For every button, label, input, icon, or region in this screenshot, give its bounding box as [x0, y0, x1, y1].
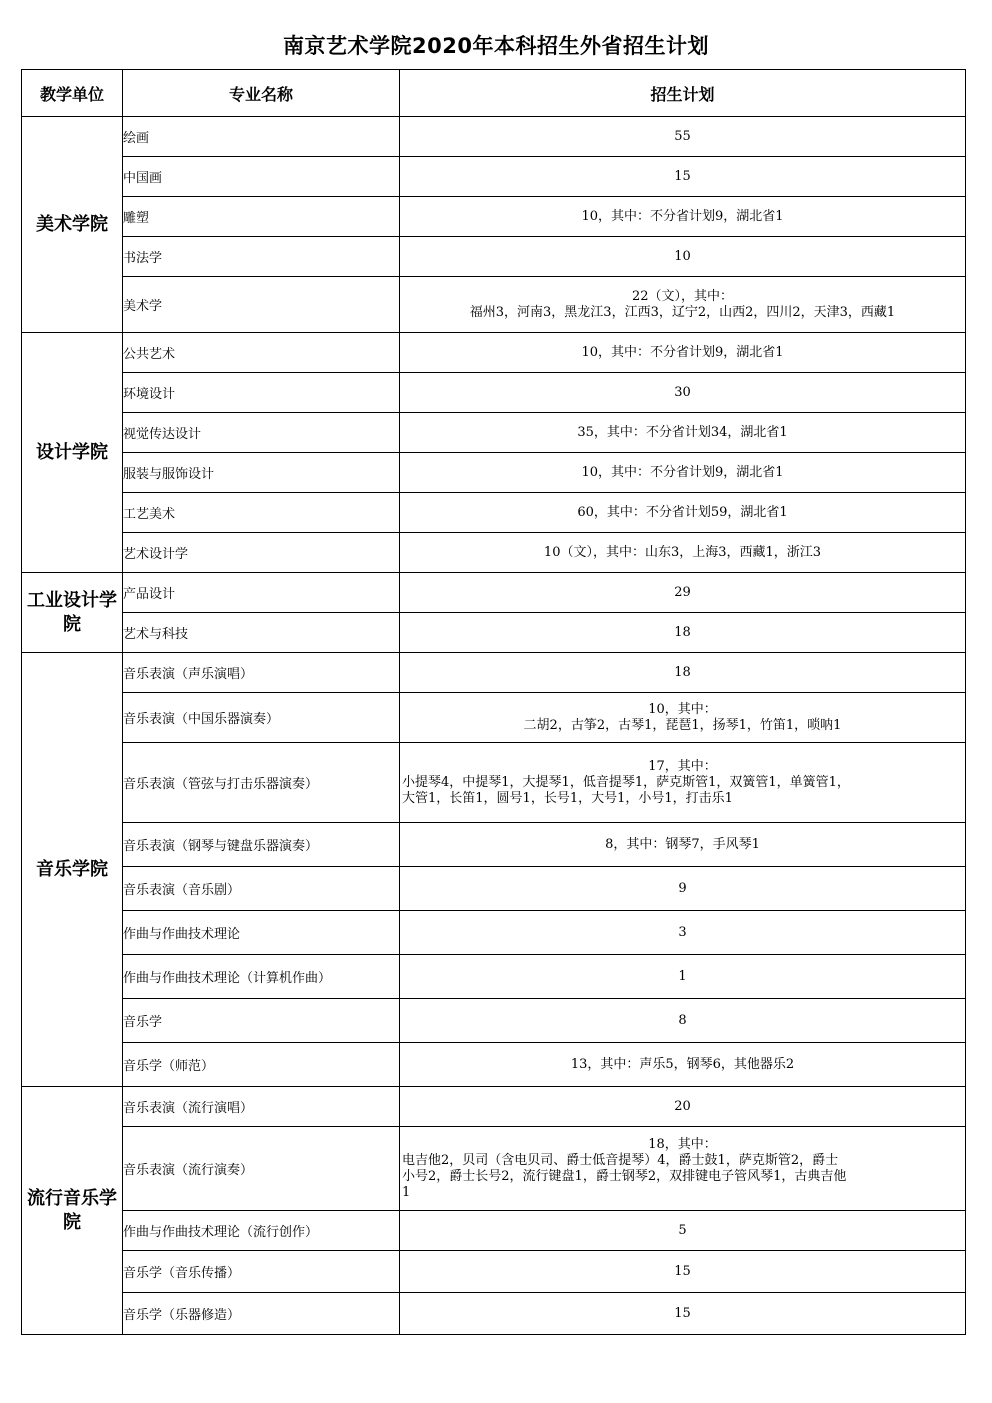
enrollment-plan-cell — [400, 573, 966, 613]
enrollment-plan-cell — [400, 453, 966, 493]
major-name-cell: 音乐学（音乐传播） — [123, 1251, 400, 1293]
major-name-cell: 雕塑 — [123, 197, 400, 237]
table-row — [22, 453, 966, 493]
major-name-cell: 艺术设计学 — [123, 533, 400, 573]
major-name-cell: 作曲与作曲技术理论（计算机作曲） — [123, 955, 400, 999]
table-row — [22, 333, 966, 373]
major-name-cell: 作曲与作曲技术理论 — [123, 911, 400, 955]
major-name-cell: 工艺美术 — [123, 493, 400, 533]
plan-line: 5 — [678, 1222, 687, 1238]
enrollment-plan-cell — [400, 1293, 966, 1335]
major-name-cell: 视觉传达设计 — [123, 413, 400, 453]
plan-line: 60，其中：不分省计划59，湖北省1 — [577, 504, 788, 520]
enrollment-plan-cell — [400, 237, 966, 277]
plan-line: 13，其中：声乐5，钢琴6，其他器乐2 — [570, 1056, 795, 1072]
enrollment-plan-cell — [400, 653, 966, 693]
enrollment-plan-cell — [400, 1211, 966, 1251]
major-name-cell: 绘画 — [123, 117, 400, 157]
major-name-cell: 公共艺术 — [123, 333, 400, 373]
enrollment-plan-cell — [400, 1043, 966, 1087]
plan-line: 8 — [678, 1012, 687, 1028]
table-row — [22, 237, 966, 277]
enrollment-plan-cell — [400, 533, 966, 573]
major-name-cell: 音乐表演（管弦与打击乐器演奏） — [123, 743, 400, 823]
table-row — [22, 653, 966, 693]
major-name-cell: 中国画 — [123, 157, 400, 197]
plan-line: 20 — [674, 1098, 691, 1114]
enrollment-plan-cell — [400, 493, 966, 533]
enrollment-plan-cell — [400, 955, 966, 999]
enrollment-plan-cell — [400, 743, 966, 823]
plan-line: 10（文），其中：山东3，上海3，西藏1，浙江3 — [543, 544, 822, 560]
enrollment-plan-cell — [400, 911, 966, 955]
plan-line: 福州3，河南3，黑龙江3，江西3，辽宁2，山西2，四川2，天津3，西藏1 — [469, 304, 896, 320]
teaching-unit-cell: 音乐学院 — [22, 653, 123, 1087]
plan-line: 1 — [678, 968, 687, 984]
major-name-cell: 音乐表演（流行演唱） — [123, 1087, 400, 1127]
enrollment-plan-cell — [400, 333, 966, 373]
table-row — [22, 743, 966, 823]
major-name-cell: 音乐学 — [123, 999, 400, 1043]
plan-line: 15 — [674, 168, 691, 184]
table-row — [22, 197, 966, 237]
major-name-cell: 音乐表演（中国乐器演奏） — [123, 693, 400, 743]
plan-line: 30 — [674, 384, 691, 400]
teaching-unit-cell: 美术学院 — [22, 117, 123, 333]
table-row — [22, 1293, 966, 1335]
enrollment-plan-cell — [400, 1251, 966, 1293]
table-row — [22, 277, 966, 333]
major-name-cell: 产品设计 — [123, 573, 400, 613]
enrollment-plan-cell — [400, 1087, 966, 1127]
plan-line: 29 — [674, 584, 691, 600]
plan-line: 8，其中：钢琴7，手风琴1 — [605, 836, 760, 852]
plan-line: 3 — [678, 924, 687, 940]
enrollment-plan-table — [21, 69, 966, 1335]
enrollment-plan-cell — [400, 413, 966, 453]
enrollment-plan-cell — [400, 157, 966, 197]
table-row — [22, 573, 966, 613]
table-body — [22, 117, 966, 1335]
plan-line: 小提琴4，中提琴1，大提琴1，低音提琴1，萨克斯管1，双簧管1，单簧管1， — [402, 774, 850, 790]
major-name-cell: 美术学 — [123, 277, 400, 333]
major-name-cell: 音乐学（乐器修造） — [123, 1293, 400, 1335]
teaching-unit-cell: 设计学院 — [22, 333, 123, 573]
enrollment-plan-cell — [400, 373, 966, 413]
table-row — [22, 1251, 966, 1293]
plan-line: 55 — [674, 128, 691, 144]
major-name-cell: 书法学 — [123, 237, 400, 277]
page-title: 南京艺术学院2020年本科招生外省招生计划 — [283, 34, 709, 58]
major-name-cell: 音乐学（师范） — [123, 1043, 400, 1087]
table-row — [22, 867, 966, 911]
plan-line: 15 — [674, 1305, 691, 1321]
table-row — [22, 413, 966, 453]
plan-line: 18 — [674, 664, 691, 680]
enrollment-plan-cell — [400, 1127, 966, 1211]
table-row — [22, 999, 966, 1043]
header-major: 专业名称 — [123, 70, 400, 117]
enrollment-plan-cell — [400, 197, 966, 237]
table-row — [22, 157, 966, 197]
plan-line: 10，其中：不分省计划9，湖北省1 — [581, 208, 784, 224]
enrollment-plan-cell — [400, 117, 966, 157]
table-row — [22, 1087, 966, 1127]
table-row — [22, 533, 966, 573]
header-row — [22, 70, 966, 117]
major-name-cell: 音乐表演（流行演奏） — [123, 1127, 400, 1211]
major-name-cell: 音乐表演（声乐演唱） — [123, 653, 400, 693]
plan-line: 10，其中：不分省计划9，湖北省1 — [581, 344, 784, 360]
plan-line: 1 — [402, 1184, 411, 1200]
table-row — [22, 613, 966, 653]
table-row — [22, 1127, 966, 1211]
enrollment-plan-cell — [400, 693, 966, 743]
plan-line: 22（文），其中： — [631, 288, 734, 304]
teaching-unit-cell: 工业设计学院 — [22, 573, 123, 653]
table-row — [22, 955, 966, 999]
major-name-cell: 音乐表演（音乐剧） — [123, 867, 400, 911]
plan-line: 10，其中：不分省计划9，湖北省1 — [581, 464, 784, 480]
table-row — [22, 823, 966, 867]
table-row — [22, 117, 966, 157]
major-name-cell: 服装与服饰设计 — [123, 453, 400, 493]
plan-line: 18，其中： — [648, 1136, 717, 1152]
table-row — [22, 373, 966, 413]
plan-line: 10，其中： — [648, 701, 717, 717]
header-plan: 招生计划 — [400, 70, 966, 117]
plan-line: 18 — [674, 624, 691, 640]
table-row — [22, 1043, 966, 1087]
enrollment-plan-cell — [400, 999, 966, 1043]
plan-line: 35，其中：不分省计划34，湖北省1 — [577, 424, 788, 440]
plan-line: 15 — [674, 1263, 691, 1279]
plan-line: 二胡2，古筝2，古琴1，琵琶1，扬琴1，竹笛1，唢呐1 — [523, 717, 842, 733]
enrollment-plan-cell — [400, 613, 966, 653]
major-name-cell: 作曲与作曲技术理论（流行创作） — [123, 1211, 400, 1251]
major-name-cell: 艺术与科技 — [123, 613, 400, 653]
major-name-cell: 音乐表演（钢琴与键盘乐器演奏） — [123, 823, 400, 867]
table-row — [22, 911, 966, 955]
plan-line: 17，其中： — [648, 758, 717, 774]
major-name-cell: 环境设计 — [123, 373, 400, 413]
enrollment-plan-cell — [400, 867, 966, 911]
enrollment-plan-cell — [400, 823, 966, 867]
table-row — [22, 693, 966, 743]
table-row — [22, 493, 966, 533]
plan-line: 10 — [674, 248, 691, 264]
teaching-unit-cell: 流行音乐学院 — [22, 1087, 123, 1335]
table-row — [22, 1211, 966, 1251]
plan-line: 9 — [678, 880, 687, 896]
enrollment-plan-cell — [400, 277, 966, 333]
plan-line: 小号2，爵士长号2，流行键盘1，爵士钢琴2，双排键电子管风琴1，古典吉他 — [402, 1168, 847, 1184]
plan-line: 大管1，长笛1，圆号1，长号1，大号1，小号1，打击乐1 — [402, 790, 733, 806]
header-unit: 教学单位 — [22, 70, 123, 117]
plan-line: 电吉他2，贝司（含电贝司、爵士低音提琴）4，爵士鼓1，萨克斯管2，爵士 — [402, 1152, 839, 1168]
